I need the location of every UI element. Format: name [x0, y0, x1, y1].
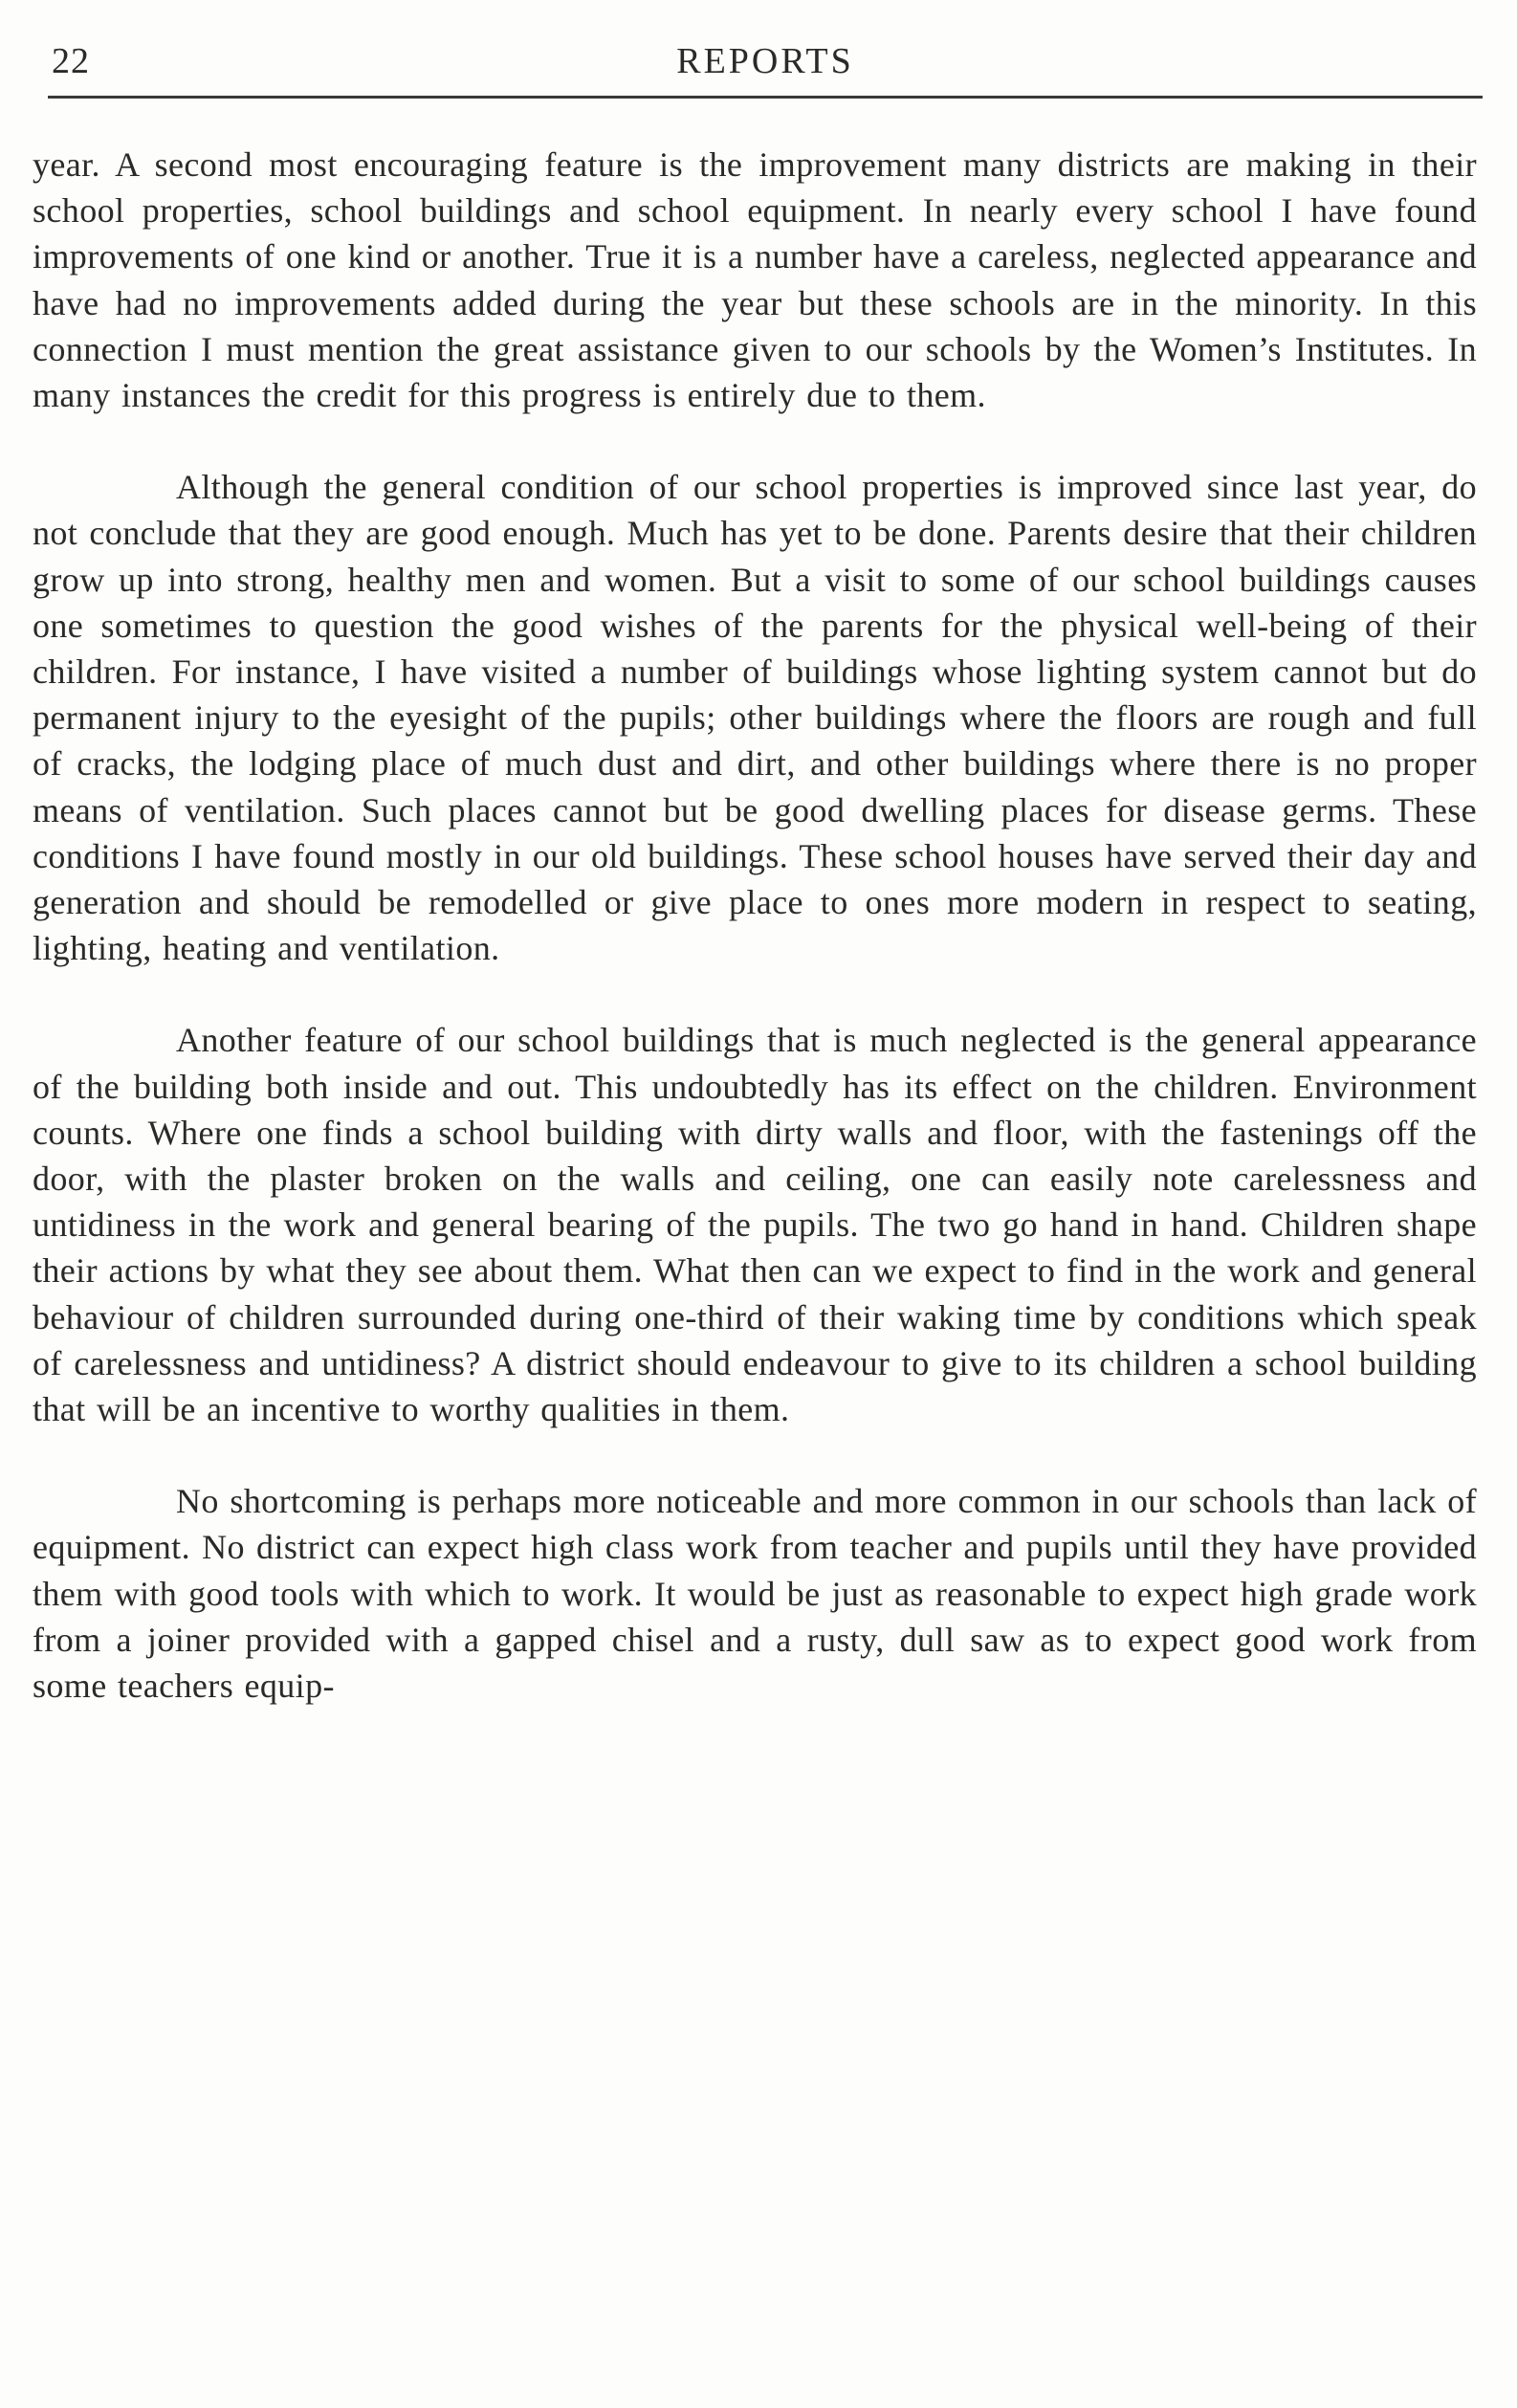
body-text	[33, 142, 1477, 1755]
paragraph-3: Another feature of our school buildings that is much neglected is the general appearance of the building both inside and out. This undoubtedly has its effect on the children. Environment counts. Where one finds a school building with dirty walls and floor, with the fastenings off the door, with the plaster broken on the walls and ceiling, one can easily note carelessness and untidiness in the work and general bearing of the pupils. The two go hand in hand. Children shape their actions by what they see about them. What then can we expect to find in the work and general behaviour of children surrounded during one-third of their waking time by conditions which speak of carelessness and untidiness? A district should endeavour to give to its children a school building that will be an incentive to worthy qualities in them.	[33, 1021, 1477, 1429]
page-number: 22	[52, 41, 90, 81]
paragraph-2: Although the general condition of our school properties is improved since last year, do not conclude that they are good enough. Much has yet to be done. Parents desire that their children grow up into strong, healthy men and women. But a visit to some of our school buildings causes one sometimes to question the good wishes of the parents for the physical well-being of their children. For instance, I have visited a number of buildings whose lighting system cannot but do permanent injury to the eyesight of the pupils; other buildings where the floors are rough and full of cracks, the lodging place of much dust and dirt, and other buildings where there is no proper means of ventilation. Such places cannot but be good dwelling places for disease germs. These conditions I have found mostly in our old buildings. These school houses have served their day and generation and should be remodelled or give place to ones more modern in respect to seating, lighting, heating and ventilation.	[33, 468, 1477, 968]
paragraph-1: year. A second most encouraging feature is the improvement many districts are making in their school properties, school buildings and school equipment. In nearly every school I have found improvements of one kind or another. True it is a number have a careless, neglected appearance and have had no improvements added during the year but these schools are in the minority. In this connection I must mention the great assistance given to our schools by the Women’s Institutes. In many instances the credit for this progress is entirely due to them.	[33, 145, 1477, 415]
running-head	[48, 36, 1483, 94]
paragraph-4: No shortcoming is perhaps more noticeable and more common in our schools than lack of equipment. No district can expect high class work from teacher and pupils until they have provided them with good tools with which to work. It would be just as reasonable to expect high grade work from a joiner provided with a gapped chisel and a rusty, dull saw as to expect good work from some teachers equip-	[33, 1482, 1477, 1706]
header-rule	[48, 96, 1483, 99]
running-title: REPORTS	[676, 41, 854, 81]
